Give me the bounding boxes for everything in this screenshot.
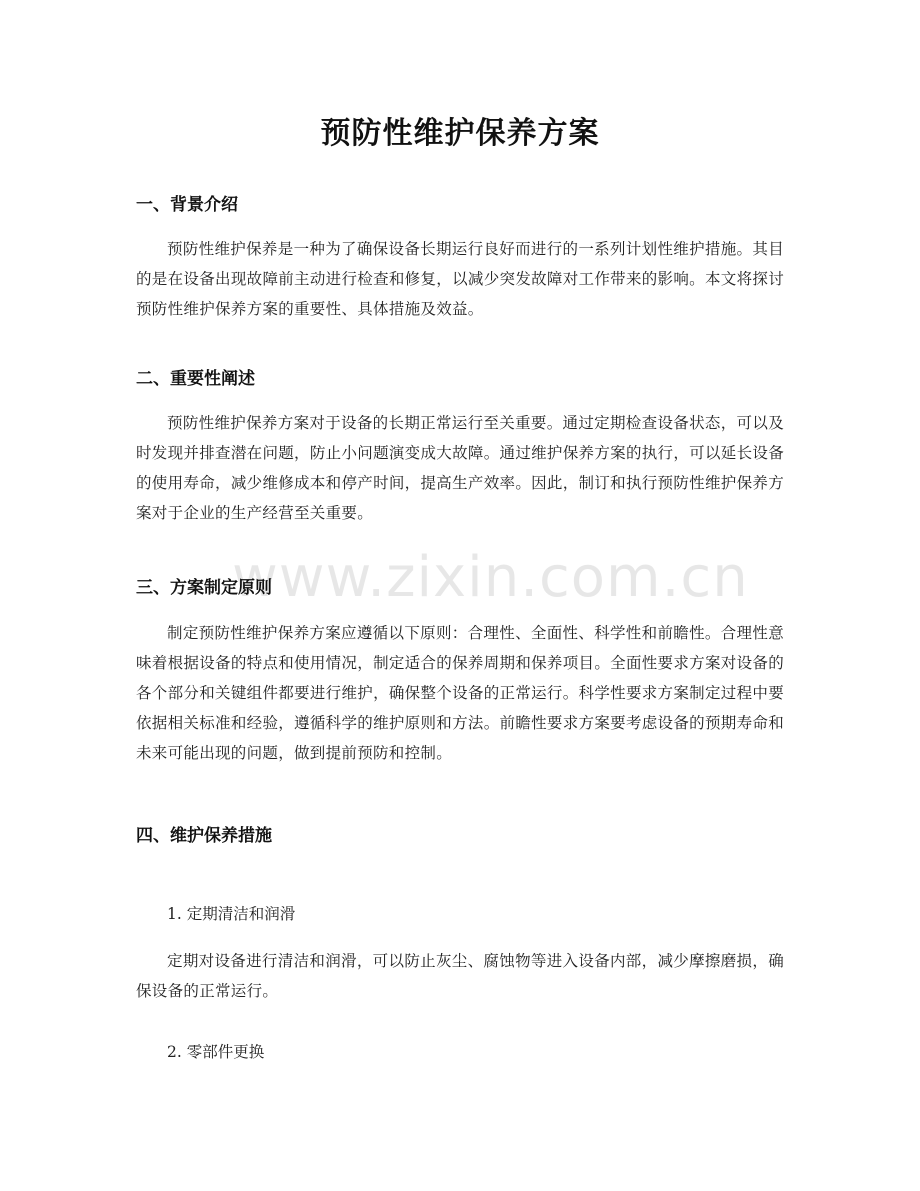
section-heading-measures: 四、维护保养措施	[136, 826, 272, 846]
paragraph-importance: 预防性维护保养方案对于设备的长期正常运行至关重要。通过定期检查设备状态，可以及时发现并排查潜在问题，防止小问题演变成大故障。通过维护保养方案的执行，可以延长设备的使用寿命，减少维修成本和停产时间，提高生产效率。因此，制订和执行预防性维护保养方案对于企业的生产经营至关重要。	[136, 414, 784, 522]
measure-item-1-text: 定期对设备进行清洁和润滑，可以防止灰尘、腐蚀物等进入设备内部，减少摩擦磨损，确保设备的正常运行。	[136, 952, 784, 1000]
paragraph-background: 预防性维护保养是一种为了确保设备长期运行良好而进行的一系列计划性维护措施。其目的是在设备出现故障前主动进行检查和修复，以减少突发故障对工作带来的影响。本文将探讨预防性维护保养方案的重要性、具体措施及效益。	[136, 240, 784, 318]
measure-item-1-label: 1. 定期清洁和润滑	[167, 905, 296, 923]
measure-item-2-label: 2. 零部件更换	[167, 1043, 265, 1061]
section-heading-background: 一、背景介绍	[136, 195, 238, 215]
section-heading-importance: 二、重要性阐述	[136, 369, 255, 389]
watermark: www.zixin.com.cn	[232, 545, 749, 610]
paragraph-principles: 制定预防性维护保养方案应遵循以下原则：合理性、全面性、科学性和前瞻性。合理性意味着根据设备的特点和使用情况，制定适合的保养周期和保养项目。全面性要求方案对设备的各个部分和关键组件都要进行维护，确保整个设备的正常运行。科学性要求方案制定过程中要依据相关标准和经验，遵循科学的维护原则和方法。前瞻性要求方案要考虑设备的预期寿命和未来可能出现的问题，做到提前预防和控制。	[136, 624, 784, 762]
page-title: 预防性维护保养方案	[320, 116, 600, 151]
section-heading-principles: 三、方案制定原则	[136, 578, 272, 598]
